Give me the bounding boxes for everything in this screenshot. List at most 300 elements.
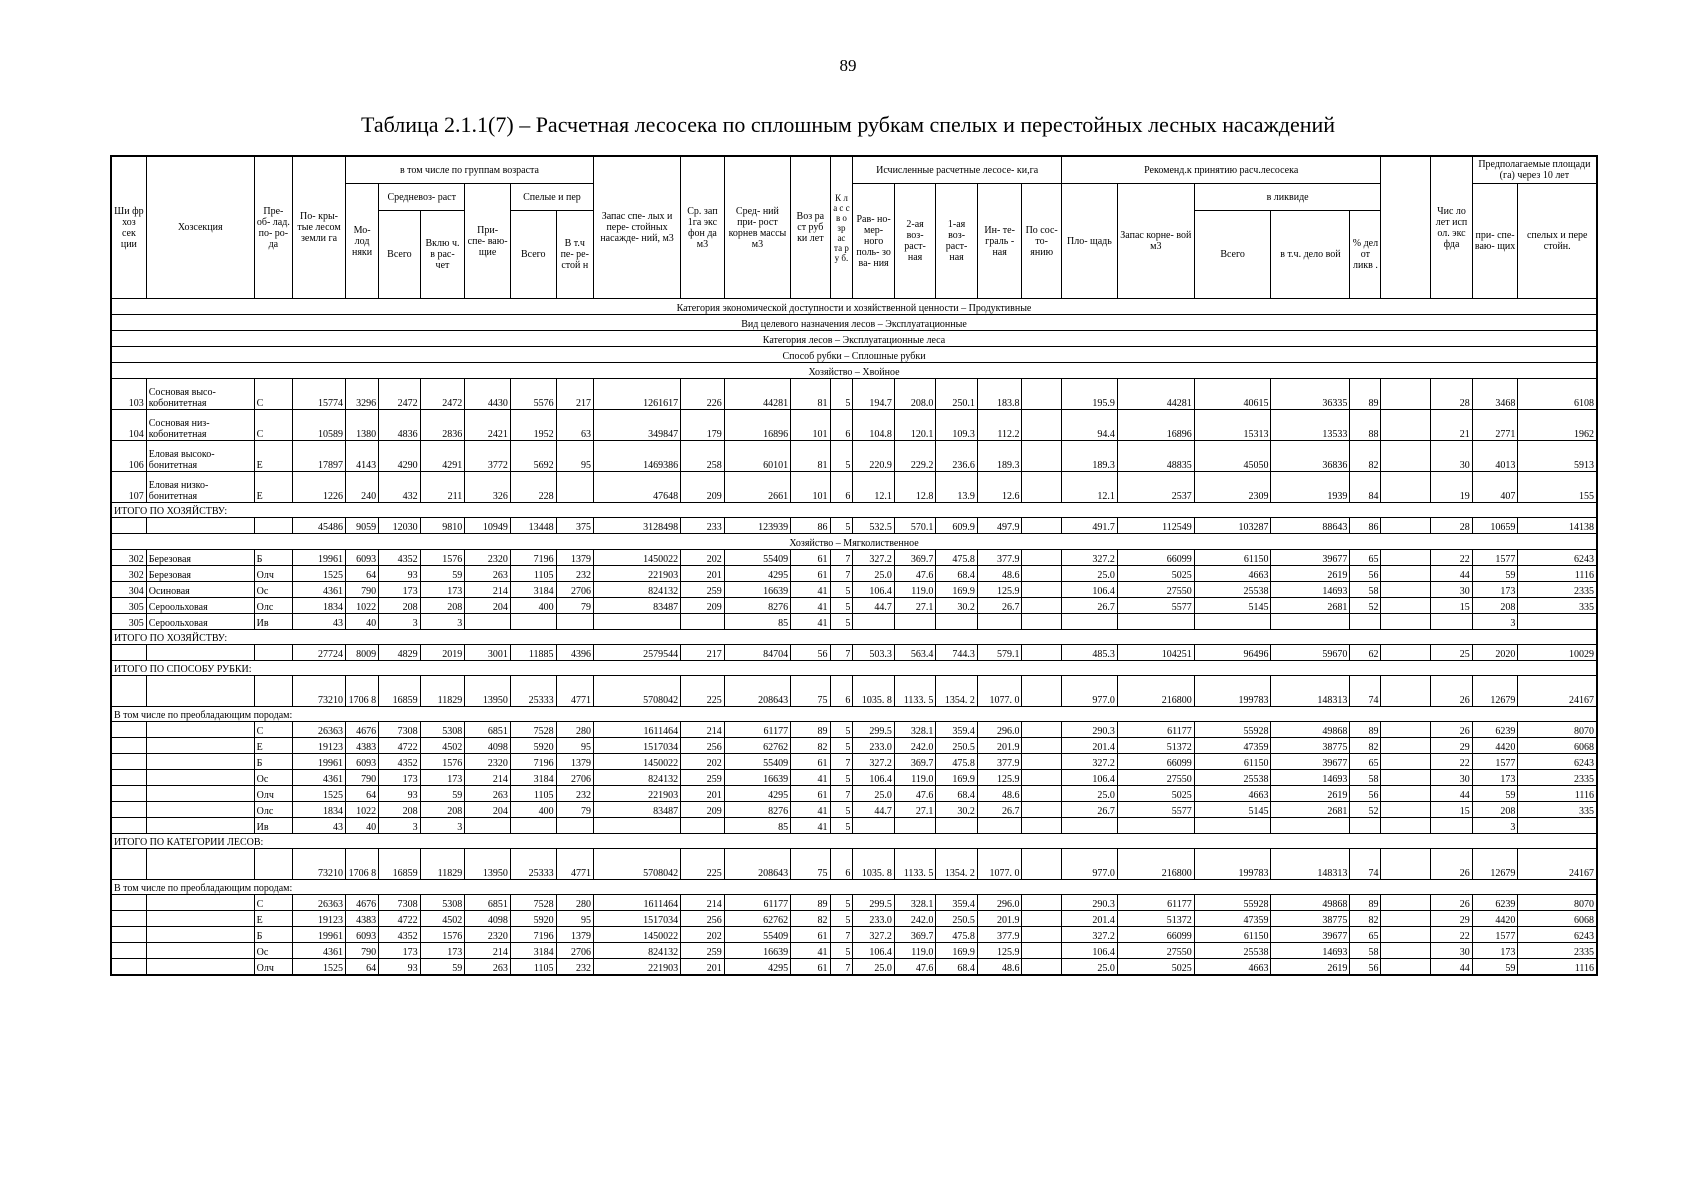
- table-cell: 95: [556, 738, 593, 754]
- table-cell: [1518, 818, 1597, 834]
- table-cell: [254, 849, 292, 880]
- table-cell: 16639: [724, 943, 790, 959]
- table-cell: 16859: [379, 676, 421, 707]
- table-cell: 299.5: [853, 895, 895, 911]
- table-cell: 66099: [1117, 927, 1194, 943]
- header-exp-mature: спелых и пере стойн.: [1518, 184, 1597, 299]
- table-cell: 1133. 5: [894, 676, 936, 707]
- table-cell: [146, 645, 254, 661]
- table-cell: [556, 818, 593, 834]
- table-cell: 26: [1431, 849, 1473, 880]
- table-cell: Ос: [254, 582, 292, 598]
- table-cell: 1577: [1472, 550, 1518, 566]
- table-cell: 201.9: [977, 911, 1022, 927]
- table-cell: 4502: [420, 911, 465, 927]
- table-cell: 61177: [724, 722, 790, 738]
- table-cell: 84704: [724, 645, 790, 661]
- category-label: Хозяйство – Мягколиственное: [111, 534, 1597, 550]
- table-cell: [111, 818, 146, 834]
- table-cell: 12030: [379, 518, 421, 534]
- table-cell: 6: [830, 472, 853, 503]
- table-row: [111, 550, 1597, 566]
- table-row: [111, 943, 1597, 959]
- table-cell: [146, 676, 254, 707]
- table-cell: 5308: [420, 895, 465, 911]
- table-cell: 790: [345, 582, 378, 598]
- table-cell: 19961: [293, 754, 346, 770]
- table-cell: 38775: [1271, 738, 1350, 754]
- table-cell: 4430: [465, 379, 511, 410]
- table-cell: [111, 943, 146, 959]
- table-cell: 4361: [293, 943, 346, 959]
- table-cell: 4383: [345, 738, 378, 754]
- table-cell: 36335: [1271, 379, 1350, 410]
- table-cell: 30: [1431, 441, 1473, 472]
- category-label: Вид целевого назначения лесов – Эксплуатационные: [111, 315, 1597, 331]
- table-cell: [1022, 849, 1061, 880]
- table-cell: 79: [556, 802, 593, 818]
- table-cell: 173: [420, 582, 465, 598]
- table-cell: 377.9: [977, 550, 1022, 566]
- table-cell: 155: [1518, 472, 1597, 503]
- table-cell: 214: [465, 582, 511, 598]
- table-cell: 7196: [510, 550, 556, 566]
- table-cell: [1381, 518, 1431, 534]
- table-cell: 24167: [1518, 849, 1597, 880]
- table-cell: 6243: [1518, 550, 1597, 566]
- table-cell: 305: [111, 598, 146, 614]
- table-cell: 5: [830, 770, 853, 786]
- table-cell: 7196: [510, 927, 556, 943]
- table-cell: [254, 645, 292, 661]
- table-cell: 209: [681, 598, 725, 614]
- table-cell: 2421: [465, 410, 511, 441]
- table-cell: 217: [681, 645, 725, 661]
- table-cell: 96496: [1194, 645, 1271, 661]
- header-uniform: Рав- но- мер- ного поль- зо ва- ния: [853, 184, 895, 299]
- table-cell: [146, 770, 254, 786]
- table-cell: 4361: [293, 770, 346, 786]
- table-cell: 30: [1431, 943, 1473, 959]
- table-cell: 475.8: [936, 550, 978, 566]
- table-cell: 61: [791, 566, 830, 582]
- table-cell: 19961: [293, 927, 346, 943]
- table-cell: [1022, 895, 1061, 911]
- category-row: [111, 363, 1597, 379]
- table-cell: 7528: [510, 895, 556, 911]
- table-cell: 1379: [556, 754, 593, 770]
- table-cell: 532.5: [853, 518, 895, 534]
- table-cell: 15: [1431, 598, 1473, 614]
- table-cell: 258: [681, 441, 725, 472]
- table-cell: 5576: [510, 379, 556, 410]
- table-cell: 89: [1350, 379, 1381, 410]
- table-cell: 1469386: [593, 441, 680, 472]
- table-cell: [1381, 943, 1431, 959]
- table-cell: 9059: [345, 518, 378, 534]
- header-section: Хозсекция: [146, 156, 254, 299]
- table-cell: [111, 802, 146, 818]
- table-cell: 101: [791, 410, 830, 441]
- table-cell: Еловая низко- бонитетная: [146, 472, 254, 503]
- table-cell: 25.0: [1061, 786, 1117, 802]
- table-cell: 5: [830, 911, 853, 927]
- total-label-row: [111, 630, 1597, 645]
- table-cell: 475.8: [936, 927, 978, 943]
- table-cell: 27724: [293, 645, 346, 661]
- table-row: [111, 582, 1597, 598]
- table-cell: 19123: [293, 911, 346, 927]
- table-cell: Осиновая: [146, 582, 254, 598]
- table-cell: 5025: [1117, 786, 1194, 802]
- table-cell: [1431, 818, 1473, 834]
- table-cell: 2335: [1518, 582, 1597, 598]
- table-cell: 169.9: [936, 943, 978, 959]
- table-cell: 1450022: [593, 927, 680, 943]
- table-cell: 25.0: [853, 959, 895, 976]
- table-cell: 73210: [293, 676, 346, 707]
- table-cell: 14693: [1271, 582, 1350, 598]
- table-cell: 95: [556, 441, 593, 472]
- table-cell: 2661: [724, 472, 790, 503]
- table-cell: 12.6: [977, 472, 1022, 503]
- table-cell: 296.0: [977, 722, 1022, 738]
- table-cell: [146, 754, 254, 770]
- table-cell: 4013: [1472, 441, 1518, 472]
- table-cell: 242.0: [894, 738, 936, 754]
- table-cell: Б: [254, 550, 292, 566]
- table-cell: [1022, 582, 1061, 598]
- table-row: [111, 959, 1597, 976]
- header-ripening: При- спе- ваю- щие: [465, 184, 511, 299]
- table-cell: 15: [1431, 802, 1473, 818]
- table-cell: 236.6: [936, 441, 978, 472]
- table-cell: 49868: [1271, 722, 1350, 738]
- table-cell: 65: [1350, 927, 1381, 943]
- table-cell: 103287: [1194, 518, 1271, 534]
- table-cell: 4420: [1472, 911, 1518, 927]
- table-cell: 1077. 0: [977, 849, 1022, 880]
- table-cell: 609.9: [936, 518, 978, 534]
- table-cell: 328.1: [894, 722, 936, 738]
- table-cell: 4291: [420, 441, 465, 472]
- table-cell: 173: [379, 770, 421, 786]
- table-cell: [1117, 818, 1194, 834]
- table-cell: 75: [791, 676, 830, 707]
- table-cell: 101: [791, 472, 830, 503]
- table-cell: [111, 849, 146, 880]
- table-cell: 13533: [1271, 410, 1350, 441]
- table-cell: 119.0: [894, 582, 936, 598]
- table-cell: 103: [111, 379, 146, 410]
- table-cell: 4098: [465, 911, 511, 927]
- table-cell: Ив: [254, 614, 292, 630]
- table-cell: Е: [254, 441, 292, 472]
- table-cell: [1022, 802, 1061, 818]
- table-cell: 1116: [1518, 566, 1597, 582]
- table-cell: [146, 818, 254, 834]
- table-cell: 88643: [1271, 518, 1350, 534]
- table-cell: 74: [1350, 849, 1381, 880]
- table-cell: 4771: [556, 849, 593, 880]
- table-cell: Олч: [254, 959, 292, 976]
- table-cell: [111, 911, 146, 927]
- table-cell: 201.4: [1061, 911, 1117, 927]
- table-row: [111, 410, 1597, 441]
- header-integral: Ин- те- граль - ная: [977, 184, 1022, 299]
- table-cell: 1105: [510, 786, 556, 802]
- table-cell: [1381, 786, 1431, 802]
- table-row: [111, 614, 1597, 630]
- table-cell: 41: [791, 598, 830, 614]
- table-cell: 5145: [1194, 598, 1271, 614]
- table-cell: 232: [556, 959, 593, 976]
- table-cell: [1381, 550, 1431, 566]
- table-title: Таблица 2.1.1(7) – Расчетная лесосека по сплошным рубкам спелых и перестойных лесных насаждений: [360, 112, 1336, 137]
- table-header: [111, 156, 1597, 299]
- table-cell: 47.6: [894, 959, 936, 976]
- table-cell: 10949: [465, 518, 511, 534]
- table-cell: 59670: [1271, 645, 1350, 661]
- table-cell: 3: [1472, 818, 1518, 834]
- header-middle: Средневоз- раст: [379, 184, 465, 211]
- table-cell: [1381, 927, 1431, 943]
- table-cell: 3772: [465, 441, 511, 472]
- table-cell: 214: [681, 895, 725, 911]
- table-cell: 59: [420, 959, 465, 976]
- header-calc-cuts: Исчисленные расчетные лесосе- ки,га: [853, 156, 1062, 184]
- table-cell: 25: [1431, 645, 1473, 661]
- table-cell: 51372: [1117, 738, 1194, 754]
- table-cell: Ос: [254, 943, 292, 959]
- table-cell: Е: [254, 738, 292, 754]
- table-cell: [1381, 818, 1431, 834]
- table-cell: 327.2: [1061, 550, 1117, 566]
- table-cell: 824132: [593, 770, 680, 786]
- table-cell: 107: [111, 472, 146, 503]
- header-avg-stock: Ср. зап 1га экс фон да м3: [681, 156, 725, 299]
- table-cell: 61: [791, 927, 830, 943]
- table-cell: 1706 8: [345, 849, 378, 880]
- table-cell: [1381, 802, 1431, 818]
- table-cell: 240: [345, 472, 378, 503]
- table-cell: 10589: [293, 410, 346, 441]
- table-cell: 169.9: [936, 770, 978, 786]
- table-cell: 81: [791, 441, 830, 472]
- table-cell: 56: [1350, 959, 1381, 976]
- table-cell: Березовая: [146, 550, 254, 566]
- table-cell: 173: [379, 582, 421, 598]
- table-cell: 369.7: [894, 927, 936, 943]
- table-cell: 201: [681, 786, 725, 802]
- table-cell: 6068: [1518, 738, 1597, 754]
- table-cell: 84: [1350, 472, 1381, 503]
- table-cell: 2019: [420, 645, 465, 661]
- table-cell: 44281: [1117, 379, 1194, 410]
- table-cell: [556, 472, 593, 503]
- table-cell: 29: [1431, 738, 1473, 754]
- table-cell: 202: [681, 927, 725, 943]
- table-cell: 1379: [556, 927, 593, 943]
- table-cell: 5: [830, 738, 853, 754]
- table-cell: 400: [510, 802, 556, 818]
- header-rec-area: Пло- щадь: [1061, 184, 1117, 299]
- table-row: [111, 927, 1597, 943]
- table-cell: 3: [379, 614, 421, 630]
- table-cell: 1105: [510, 566, 556, 582]
- table-cell: 8009: [345, 645, 378, 661]
- table-body: [111, 299, 1597, 976]
- table-cell: 5: [830, 818, 853, 834]
- table-cell: 85: [724, 818, 790, 834]
- table-cell: 39677: [1271, 927, 1350, 943]
- table-cell: [111, 754, 146, 770]
- table-cell: 41: [791, 802, 830, 818]
- table-cell: 2020: [1472, 645, 1518, 661]
- table-cell: 201: [681, 566, 725, 582]
- row-label: ИТОГО ПО КАТЕГОРИИ ЛЕСОВ:: [111, 834, 1597, 849]
- table-cell: 1939: [1271, 472, 1350, 503]
- table-row: [111, 786, 1597, 802]
- table-cell: 7196: [510, 754, 556, 770]
- row-label: ИТОГО ПО СПОСОБУ РУБКИ:: [111, 661, 1597, 676]
- table-cell: 48.6: [977, 566, 1022, 582]
- header-species: Пре- об- лад. по- ро- да: [254, 156, 292, 299]
- table-cell: 1077. 0: [977, 676, 1022, 707]
- table-cell: 2619: [1271, 786, 1350, 802]
- table-cell: 75: [791, 849, 830, 880]
- table-cell: 93: [379, 959, 421, 976]
- table-cell: 79: [556, 598, 593, 614]
- table-cell: 44: [1431, 786, 1473, 802]
- header-area: По- кры- тые лесом земли га: [293, 156, 346, 299]
- table-cell: 7: [830, 645, 853, 661]
- table-cell: 73210: [293, 849, 346, 880]
- header-blank: [1381, 156, 1431, 299]
- table-row: [111, 722, 1597, 738]
- table-cell: 26: [1431, 676, 1473, 707]
- table-cell: [1381, 770, 1431, 786]
- table-cell: 56: [1350, 566, 1381, 582]
- table-cell: 3296: [345, 379, 378, 410]
- table-cell: 48.6: [977, 786, 1022, 802]
- header-mature: Спелые и пер: [510, 184, 593, 211]
- table-cell: 83487: [593, 598, 680, 614]
- table-cell: 119.0: [894, 770, 936, 786]
- table-cell: [1022, 722, 1061, 738]
- table-cell: 59: [420, 566, 465, 582]
- table-row: [111, 566, 1597, 582]
- table-cell: 2681: [1271, 598, 1350, 614]
- table-cell: 17897: [293, 441, 346, 472]
- table-cell: 4295: [724, 959, 790, 976]
- table-cell: 189.3: [977, 441, 1022, 472]
- table-cell: 106: [111, 441, 146, 472]
- table-cell: 233.0: [853, 911, 895, 927]
- table-cell: 3: [1472, 614, 1518, 630]
- table-cell: 44: [1431, 566, 1473, 582]
- table-cell: 6851: [465, 895, 511, 911]
- table-cell: 290.3: [1061, 722, 1117, 738]
- table-cell: 7: [830, 927, 853, 943]
- table-cell: 5: [830, 518, 853, 534]
- table-cell: [1350, 614, 1381, 630]
- table-cell: 38775: [1271, 911, 1350, 927]
- table-cell: 1035. 8: [853, 849, 895, 880]
- table-cell: 10029: [1518, 645, 1597, 661]
- table-cell: [1022, 614, 1061, 630]
- table-cell: 369.7: [894, 550, 936, 566]
- table-cell: 8070: [1518, 895, 1597, 911]
- table-cell: 55409: [724, 754, 790, 770]
- table-cell: 19: [1431, 472, 1473, 503]
- table-cell: [1381, 598, 1431, 614]
- table-cell: 2309: [1194, 472, 1271, 503]
- table-row: [111, 472, 1597, 503]
- table-cell: 48.6: [977, 959, 1022, 976]
- table-cell: 375: [556, 518, 593, 534]
- table-cell: 2335: [1518, 770, 1597, 786]
- table-cell: [1381, 895, 1431, 911]
- table-cell: 29: [1431, 911, 1473, 927]
- table-cell: 60101: [724, 441, 790, 472]
- table-cell: 485.3: [1061, 645, 1117, 661]
- table-cell: 16859: [379, 849, 421, 880]
- table-cell: 56: [1350, 786, 1381, 802]
- table-cell: 44281: [724, 379, 790, 410]
- table-cell: 27.1: [894, 802, 936, 818]
- table-cell: 106.4: [1061, 770, 1117, 786]
- table-cell: [593, 614, 680, 630]
- table-cell: 5920: [510, 738, 556, 754]
- table-cell: 13950: [465, 849, 511, 880]
- table-cell: 1525: [293, 959, 346, 976]
- table-cell: 30: [1431, 770, 1473, 786]
- table-cell: 1379: [556, 550, 593, 566]
- table-cell: 250.5: [936, 911, 978, 927]
- table-cell: 61: [791, 959, 830, 976]
- table-cell: [1022, 738, 1061, 754]
- table-cell: 233.0: [853, 738, 895, 754]
- table-cell: 15774: [293, 379, 346, 410]
- table-cell: 40: [345, 614, 378, 630]
- table-cell: 5577: [1117, 802, 1194, 818]
- table-cell: 232: [556, 566, 593, 582]
- table-cell: [1381, 849, 1431, 880]
- table-cell: [146, 943, 254, 959]
- table-cell: 977.0: [1061, 849, 1117, 880]
- table-cell: [1381, 582, 1431, 598]
- table-cell: 4383: [345, 911, 378, 927]
- table-cell: 12679: [1472, 676, 1518, 707]
- table-cell: 52: [1350, 598, 1381, 614]
- table-cell: 5913: [1518, 441, 1597, 472]
- table-cell: 744.3: [936, 645, 978, 661]
- table-cell: 208: [420, 802, 465, 818]
- table-cell: С: [254, 895, 292, 911]
- table-cell: 4722: [379, 911, 421, 927]
- table-row: [111, 895, 1597, 911]
- table-cell: 14693: [1271, 770, 1350, 786]
- table-cell: [1381, 722, 1431, 738]
- header-age-groups: в том числе по группам возраста: [345, 156, 593, 184]
- table-cell: 256: [681, 911, 725, 927]
- table-cell: 2472: [379, 379, 421, 410]
- table-cell: 43: [293, 818, 346, 834]
- table-cell: 1116: [1518, 959, 1597, 976]
- table-cell: [1381, 645, 1431, 661]
- table-cell: 14138: [1518, 518, 1597, 534]
